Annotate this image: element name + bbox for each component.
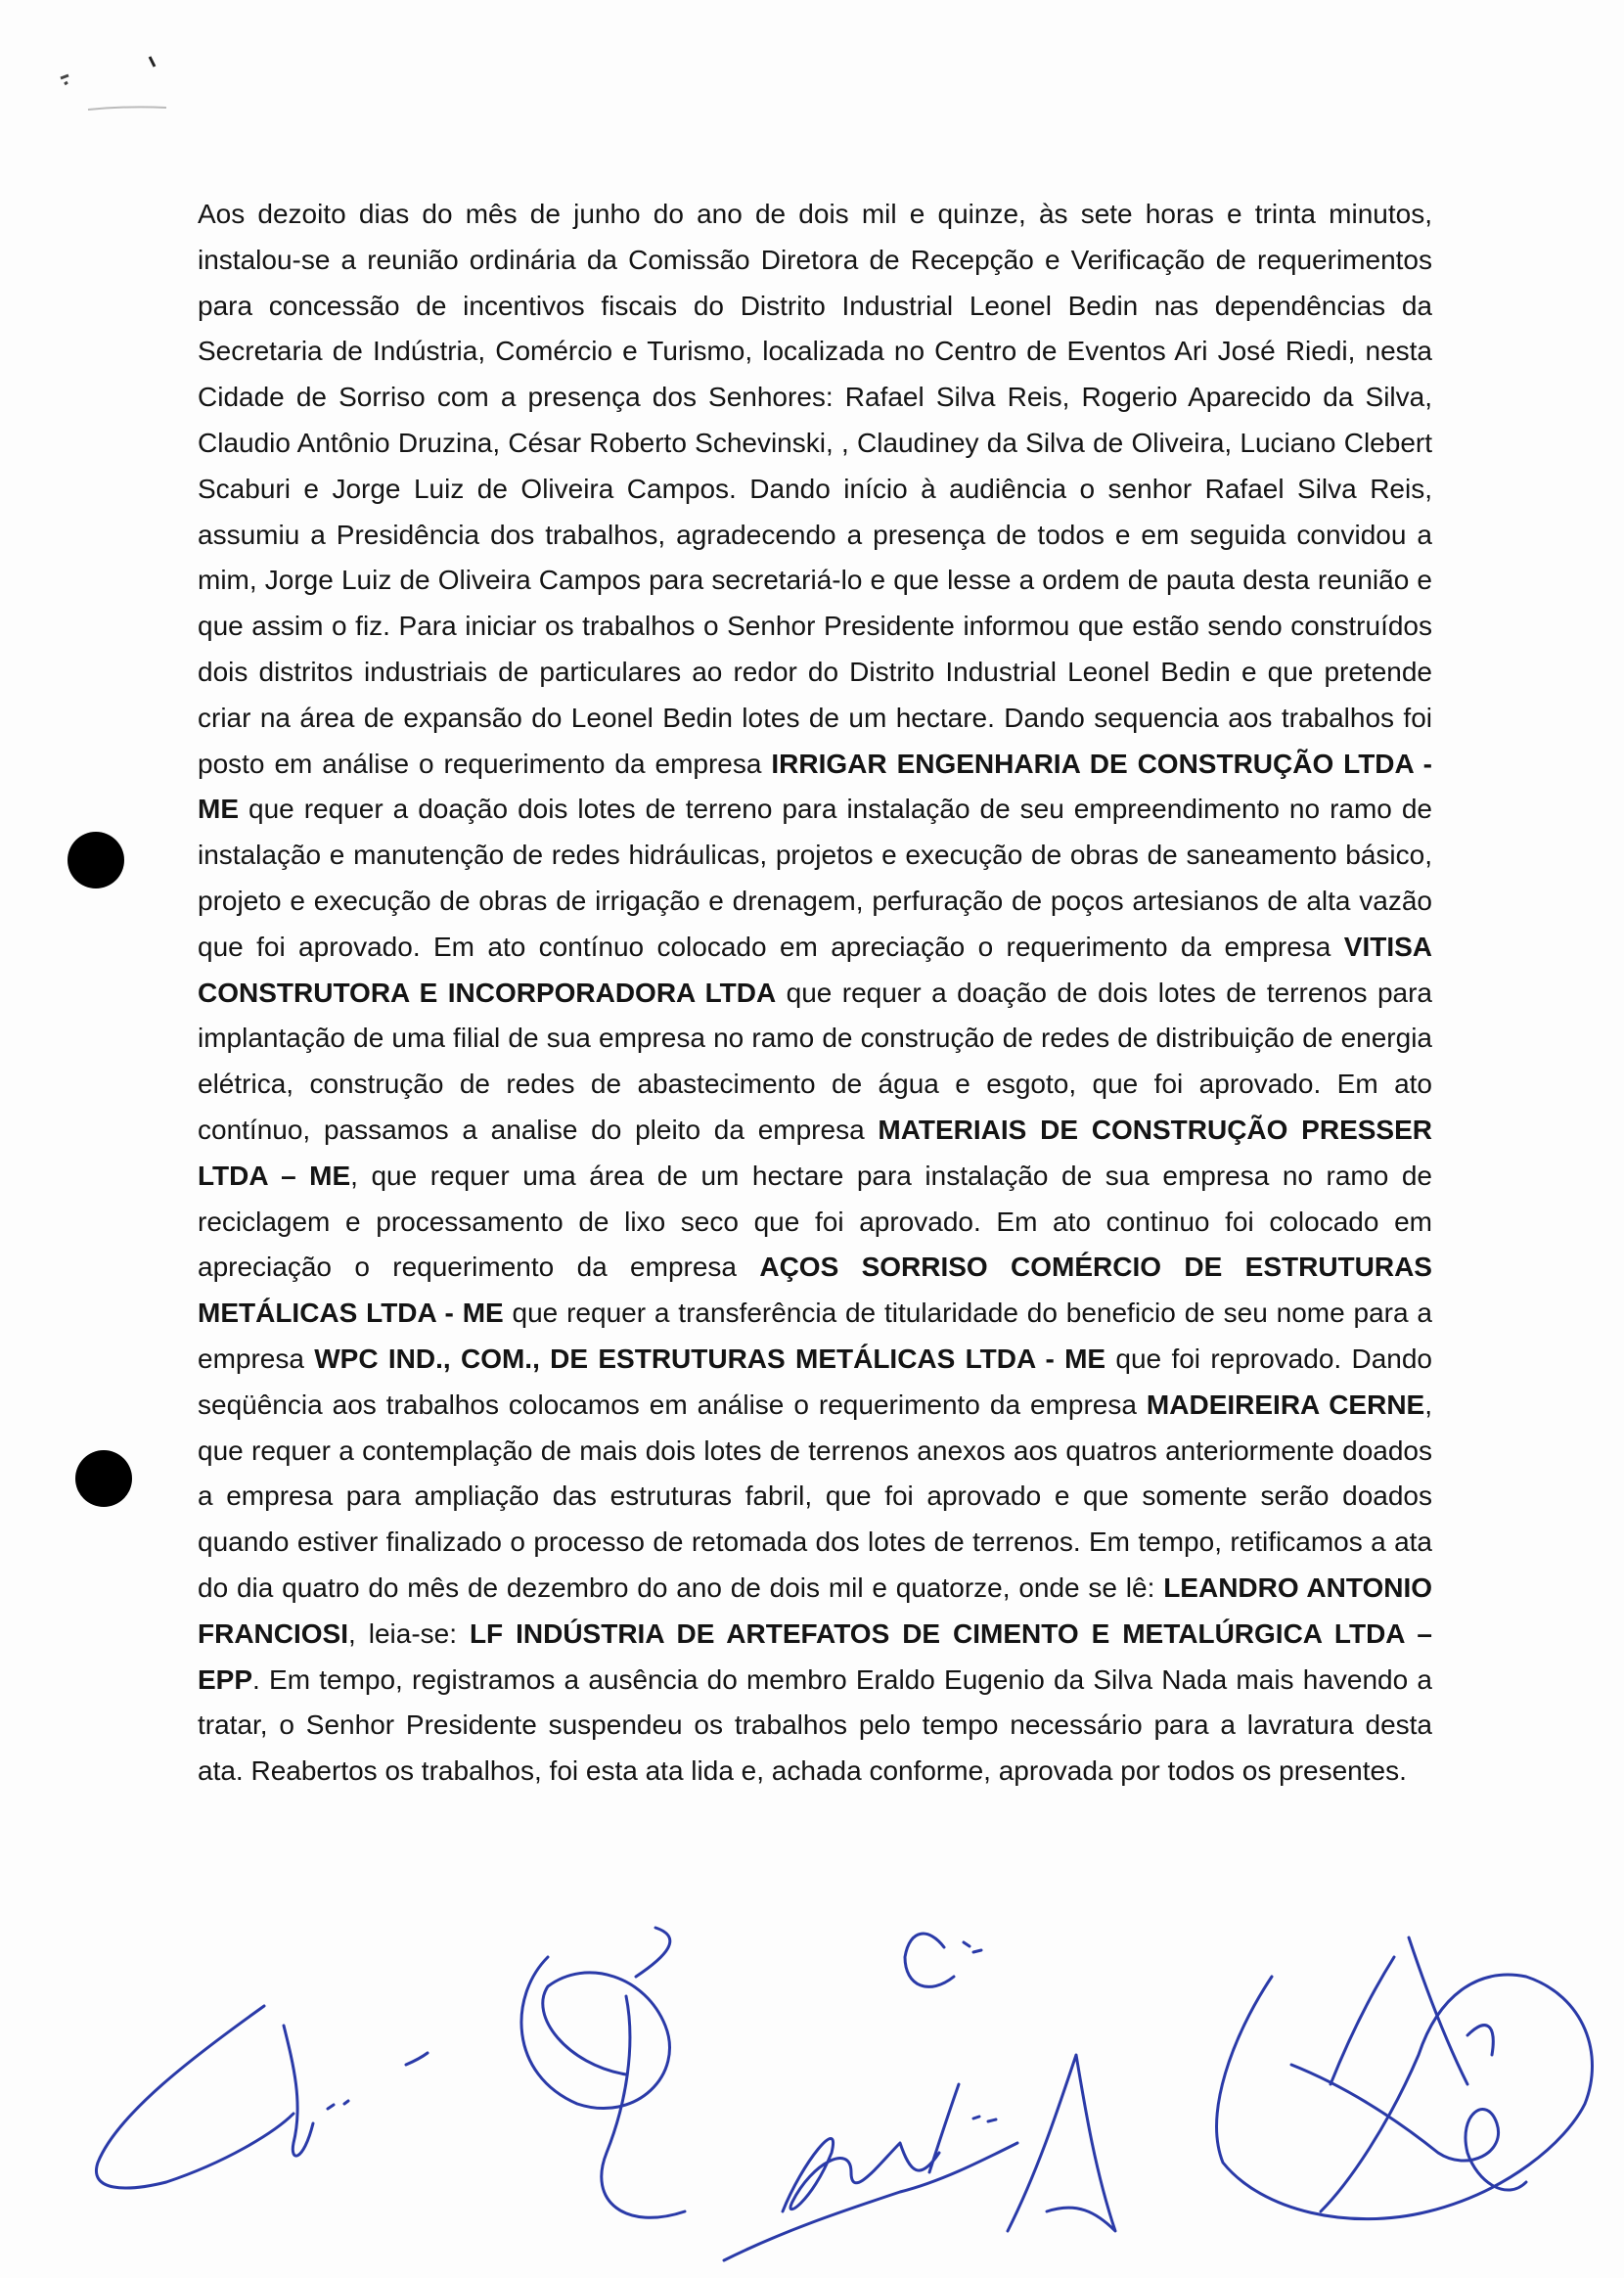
signatures-area: [0, 1918, 1624, 2278]
company-name-vitisa: VITISA CONSTRUTORA E INCORPORADORA LTDA: [198, 931, 1432, 1008]
company-name-irrigar: IRRIGAR ENGENHARIA DE CONSTRUÇÃO LTDA - ME: [198, 748, 1432, 825]
punch-hole-upper: [68, 832, 124, 888]
punch-hole-lower: [75, 1450, 132, 1507]
signature-4: [905, 1934, 1115, 2231]
signature-1: [96, 2006, 428, 2188]
text-segment: Aos dezoito dias do mês de junho do ano de dois mil e quinze, às sete horas e trinta minutos, instalou-se a reunião ordinária da Comissão Diretora de Recepção e Verificação de requerimentos para concessão de incentivos fiscais do Distrito Industrial Leonel Bedin nas dependências da Secretaria de Indústria, Comércio e Turismo, localizada no Centro de Eventos Ari José Riedi, nesta Cidade de Sorriso com a presença dos Senhores: Rafael Silva Reis, Rogerio Aparecido da Silva, Claudio Antônio Druzina, César Roberto Schevinski, , Claudiney da Silva de Oliveira, Luciano Clebert Scaburi e Jorge Luiz de Oliveira Campos. Dando início à audiência o senhor Rafael Silva Reis, assumiu a Presidência dos trabalhos, agradecendo a presença de todos e em seguida convidou a mim, Jorge Luiz de Oliveira Campos para secretariá-lo e que lesse a ordem de pauta desta reunião e que assim o fiz. Para iniciar os trabalhos o Senhor Presidente informou que estão sendo construídos dois distritos industriais de particulares ao redor do Distrito Industrial Leonel Bedin e que pretende criar na área de expansão do Leonel Bedin lotes de um hectare. Dando sequencia aos trabalhos foi posto em análise o requerimento da empresa: [198, 199, 1432, 779]
text-segment: , leia-se:: [348, 1617, 470, 1649]
text-segment: que requer a doação dois lotes de terreno para instalação de seu empreendimento no ramo de instalação e manutenção de redes hidráulicas, projetos e execução de obras de saneamento básico, projeto e execução de obras de irrigação e drenagem, perfuração de poços artesianos de alta vazão que foi aprovado. Em ato contínuo colocado em apreciação o requerimento da empresa: [198, 794, 1432, 962]
company-name-lf-industria: LF INDÚSTRIA DE ARTEFATOS DE CIMENTO E METALÚRGICA LTDA – EPP: [198, 1617, 1432, 1695]
company-name-wpc: WPC IND., COM., DE ESTRUTURAS METÁLICAS LTDA - ME: [314, 1343, 1106, 1374]
company-name-madeireira-cerne: MADEIREIRA CERNE: [1146, 1389, 1425, 1420]
minutes-paragraph: [198, 192, 1432, 1795]
text-segment: que requer a transferência de titularidade do beneficio de seu nome para a empresa: [198, 1298, 1432, 1374]
company-name-presser: MATERIAIS DE CONSTRUÇÃO PRESSER LTDA – ME: [198, 1114, 1433, 1191]
text-segment: , que requer uma área de um hectare para instalação de sua empresa no ramo de reciclagem e processamento de lixo seco que foi aprovado. Em ato continuo foi colocado em apreciação o requerimento da empresa: [198, 1160, 1432, 1283]
scan-corner-mark: [39, 49, 176, 127]
text-segment: , que requer a contemplação de mais dois lotes de terrenos anexos aos quatros anteriormente doados a empresa para ampliação das estruturas fabril, que foi aprovado e que somente serão doados quando estiver finalizado o processo de retomada dos lotes de terrenos. Em tempo, retificamos a ata do dia quatro do mês de dezembro do ano de dois mil e quatorze, onde se lê:: [198, 1389, 1432, 1603]
text-segment: que foi reprovado. Dando seqüência aos trabalhos colocamos em análise o requerimento da empresa: [198, 1343, 1432, 1420]
minutes-text: [198, 192, 1432, 1795]
signature-2: [521, 1928, 685, 2217]
text-segment: que requer a doação de dois lotes de terrenos para implantação de uma filial de sua empresa no ramo de construção de redes de distribuição de energia elétrica, construção de redes de abastecimento de água e esgoto, que foi aprovado. Em ato contínuo, passamos a analise do pleito da empresa: [198, 977, 1433, 1145]
signature-5: [1217, 1937, 1593, 2219]
company-name-acos-sorriso: AÇOS SORRISO COMÉRCIO DE ESTRUTURAS METÁLICAS LTDA - ME: [198, 1252, 1432, 1329]
text-segment: . Em tempo, registramos a ausência do membro Eraldo Eugenio da Silva Nada mais havendo a tratar, o Senhor Presidente suspendeu os trabalhos pelo tempo necessário para a lavratura desta ata. Reabertos os trabalhos, foi esta ata lida e, achada conforme, aprovada por todos os presentes.: [198, 1663, 1432, 1787]
person-name-leandro: LEANDRO ANTONIO FRANCIOSI: [198, 1572, 1433, 1649]
signature-3: [724, 2084, 1017, 2260]
